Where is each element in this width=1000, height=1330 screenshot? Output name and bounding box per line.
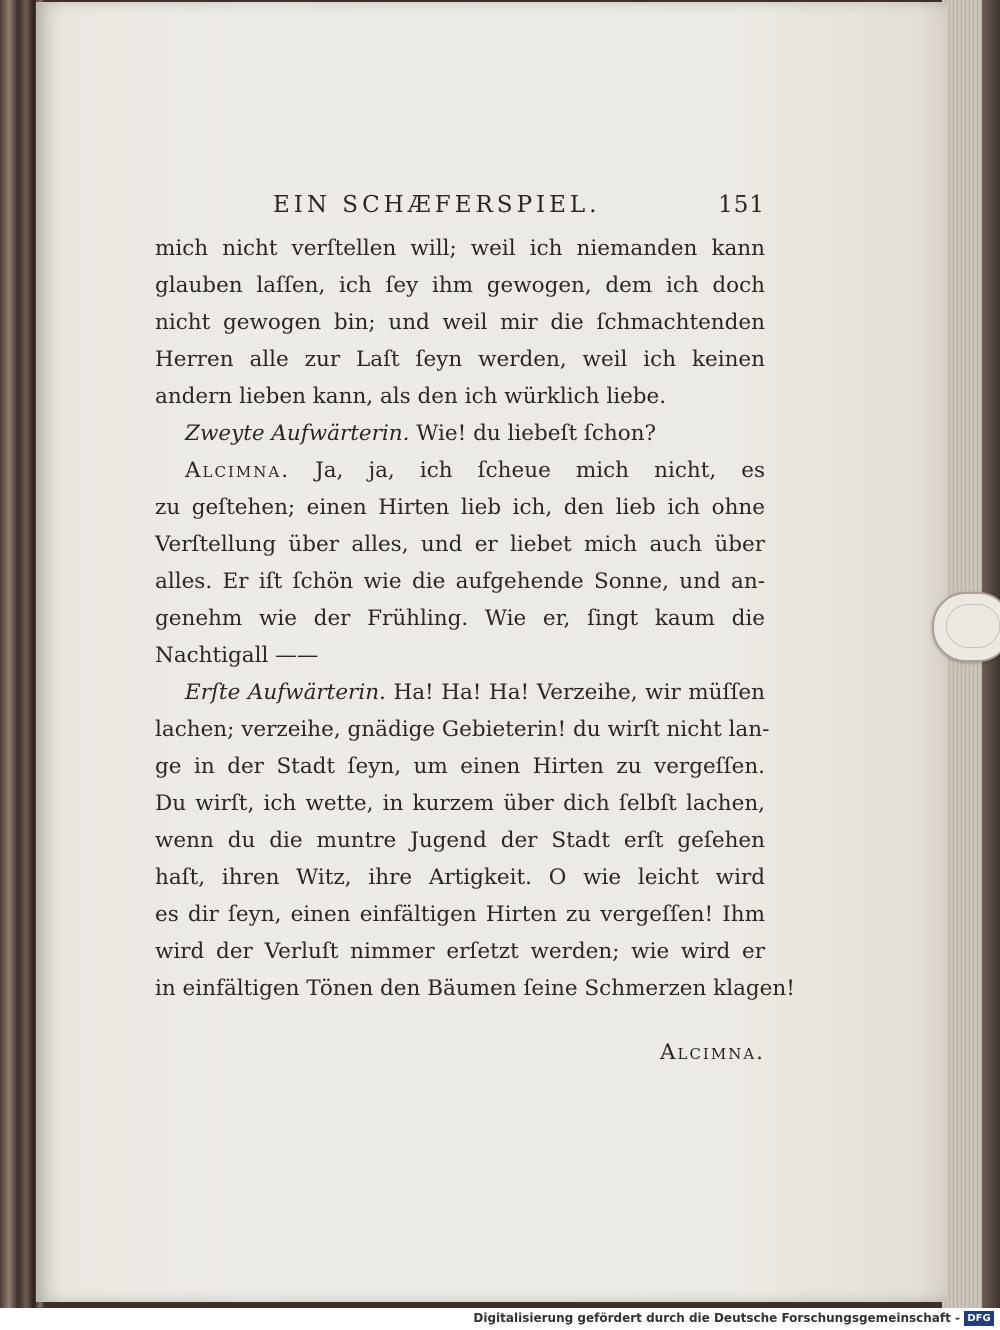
speech-text: Wie! du liebeſt ſchon?	[409, 421, 657, 446]
text-line: wird der Verluſt nimmer erſetzt werden; wie wird er	[155, 939, 765, 964]
text-line: Herren alle zur Laſt ſeyn werden, weil ich keinen	[155, 347, 765, 372]
text-line: es dir ſeyn, einen einfältigen Hirten zu vergeſſen! Ihm	[155, 902, 765, 927]
speech-text: Ja, ja, ich ſcheue mich nicht, es	[290, 458, 765, 483]
text-line: mich nicht verſtellen will; weil ich niemanden kann	[155, 236, 765, 261]
text-line: Verſtellung über alles, und er liebet mich auch über	[155, 532, 765, 557]
text-line: lachen; verzeihe, gnädige Gebieterin! du wirſt nicht lan-	[155, 717, 770, 742]
page-tab-marker	[932, 592, 1000, 662]
text-line: haſt, ihren Witz, ihre Artigkeit. O wie leicht wird	[155, 865, 765, 890]
speech-text: Ha! Ha! Ha! Verzeihe, wir müſſen	[385, 680, 766, 705]
speaker-name: Alcimna.	[185, 458, 291, 483]
text-line: genehm wie der Frühling. Wie er, ſingt kaum die	[155, 606, 765, 631]
text-line: ge in der Stadt ſeyn, um einen Hirten zu vergeſſen.	[155, 754, 765, 779]
text-line: alles. Er iſt ſchön wie die aufgehende Sonne, und an-	[155, 569, 765, 594]
text-line: Nachtigall ——	[155, 643, 319, 668]
speaker-name: Erſte Aufwärterin.	[185, 680, 386, 705]
footer-credit: Digitalisierung gefördert durch die Deutsche Forschungsgemeinschaft -	[473, 1311, 960, 1325]
text-line: andern lieben kann, als den ich würklich liebe.	[155, 384, 667, 409]
running-title: EIN SCHÆFERSPIEL.	[273, 192, 601, 218]
speech-zweyte-aufwaerterin	[155, 415, 765, 452]
text-line: in einfältigen Tönen den Bäumen ſeine Schmerzen klagen!	[155, 976, 795, 1001]
text-line: zu geſtehen; einen Hirten lieb ich, den lieb ich ohne	[155, 495, 765, 520]
footer-bar	[0, 1308, 1000, 1330]
text-line: nicht gewogen bin; und weil mir die ſchmachtenden	[155, 310, 765, 335]
dfg-logo-icon: DFG	[964, 1311, 994, 1326]
speaker-name: Zweyte Aufwärterin.	[185, 421, 410, 446]
catchword: Alcimna.	[659, 1040, 765, 1065]
running-head	[155, 188, 765, 230]
text-line: Du wirſt, ich wette, in kurzem über dich ſelbſt lachen,	[155, 791, 765, 816]
speech-alcimna	[155, 452, 765, 489]
speech-erste-aufwaerterin	[155, 674, 765, 711]
page-number: 151	[718, 192, 765, 218]
page-text	[155, 188, 795, 1065]
text-line: wenn du die muntre Jugend der Stadt erſt geſehen	[155, 828, 765, 853]
text-line: glauben laſſen, ich ſey ihm gewogen, dem ich doch	[155, 273, 765, 298]
